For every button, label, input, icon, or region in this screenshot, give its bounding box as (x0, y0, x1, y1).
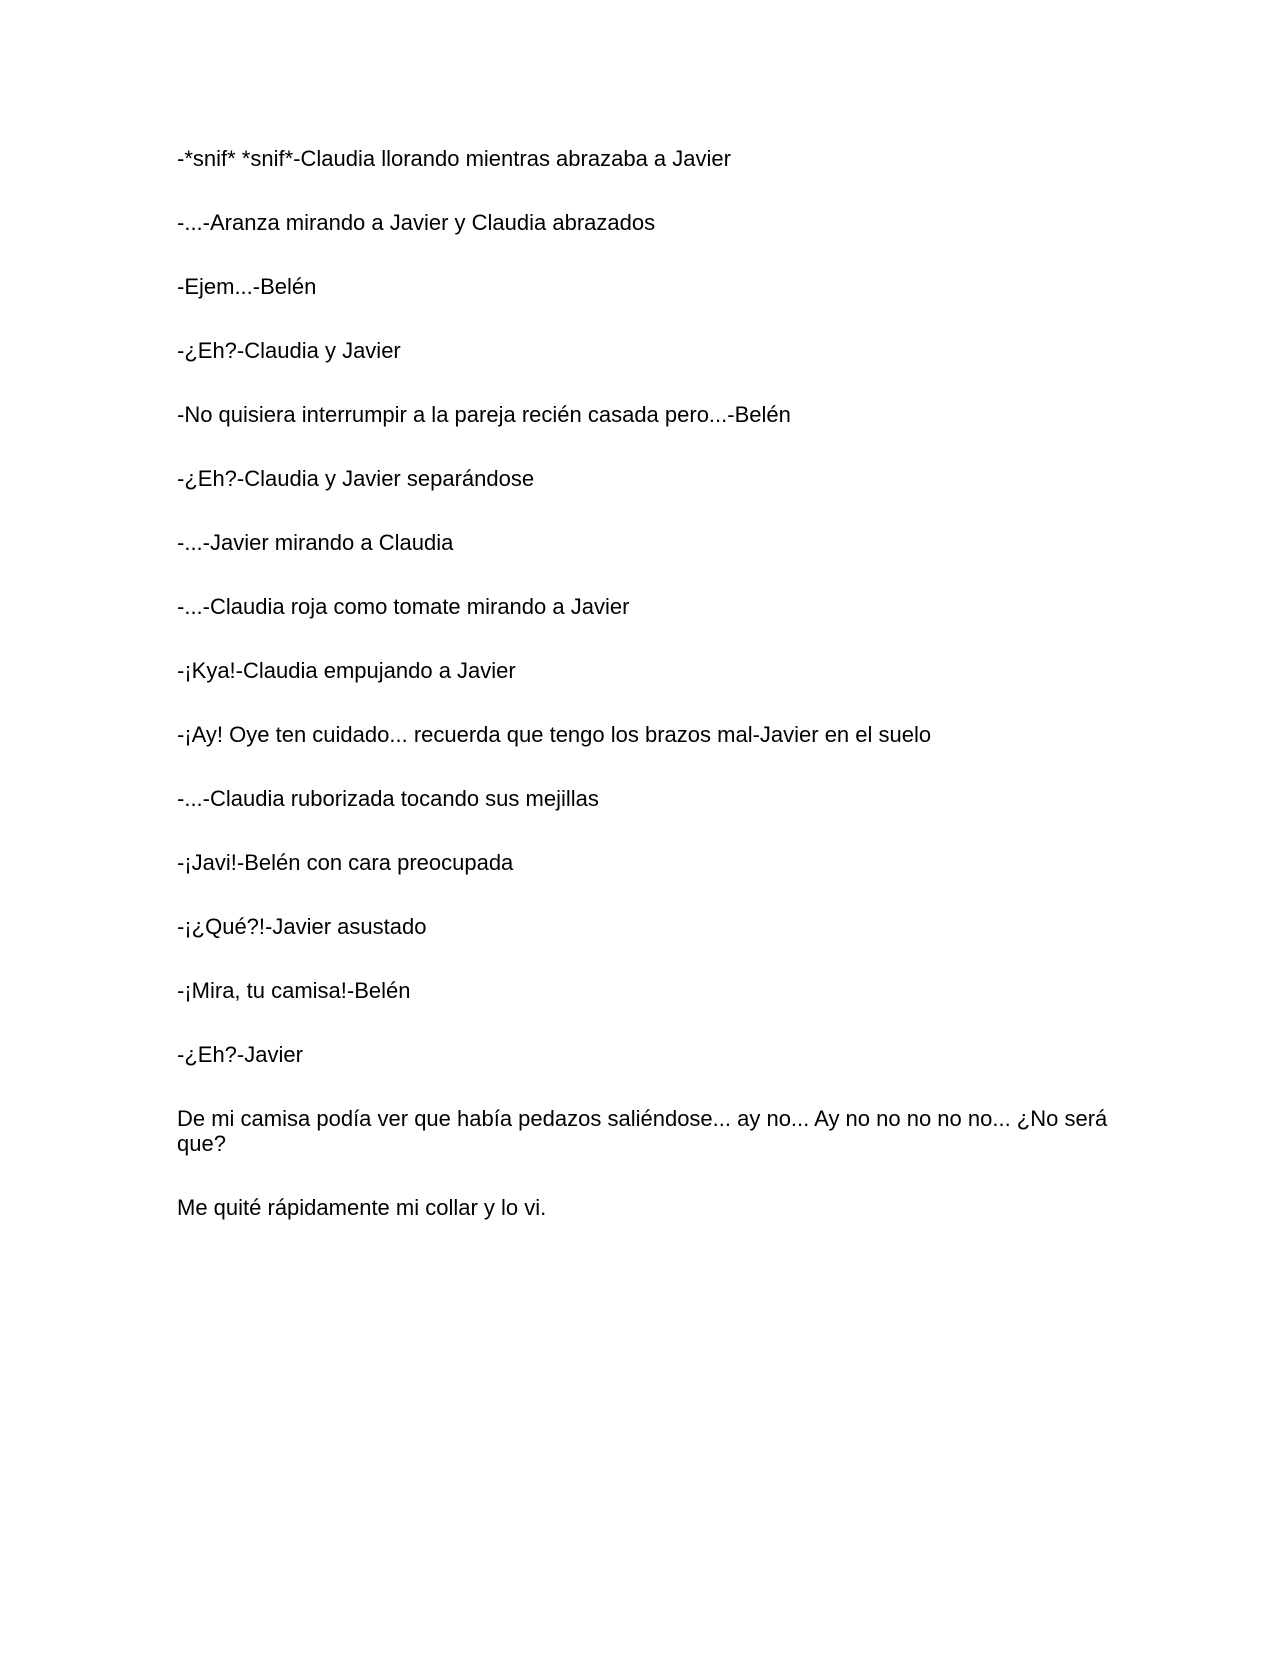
paragraph: -...-Claudia ruborizada tocando sus mejillas (177, 786, 599, 811)
paragraph: -¡¿Qué?!-Javier asustado (177, 914, 427, 939)
paragraph: -¡Mira, tu camisa!-Belén (177, 978, 411, 1003)
paragraph: -¡Ay! Oye ten cuidado... recuerda que tengo los brazos mal-Javier en el suelo (177, 722, 932, 747)
paragraph: -¡Kya!-Claudia empujando a Javier (177, 658, 516, 683)
paragraph: -¿Eh?-Javier (177, 1042, 303, 1067)
paragraph: -...-Aranza mirando a Javier y Claudia abrazados (177, 210, 656, 235)
paragraph: De mi camisa podía ver que había pedazos saliéndose... ay no... Ay no no no no no... ¿No será que? (177, 1106, 1108, 1156)
paragraph: -¿Eh?-Claudia y Javier (177, 338, 401, 363)
paragraph: -...-Claudia roja como tomate mirando a Javier (177, 594, 630, 619)
paragraph: -¿Eh?-Claudia y Javier separándose (177, 466, 535, 491)
document-body (177, 146, 1117, 1259)
paragraph: -...-Javier mirando a Claudia (177, 530, 454, 555)
paragraph: -Ejem...-Belén (177, 274, 317, 299)
paragraph: -¡Javi!-Belén con cara preocupada (177, 850, 514, 875)
paragraph: Me quité rápidamente mi collar y lo vi. (177, 1195, 547, 1220)
paragraph: -*snif* *snif*-Claudia llorando mientras abrazaba a Javier (177, 146, 731, 171)
paragraph: -No quisiera interrumpir a la pareja recién casada pero...-Belén (177, 402, 791, 427)
